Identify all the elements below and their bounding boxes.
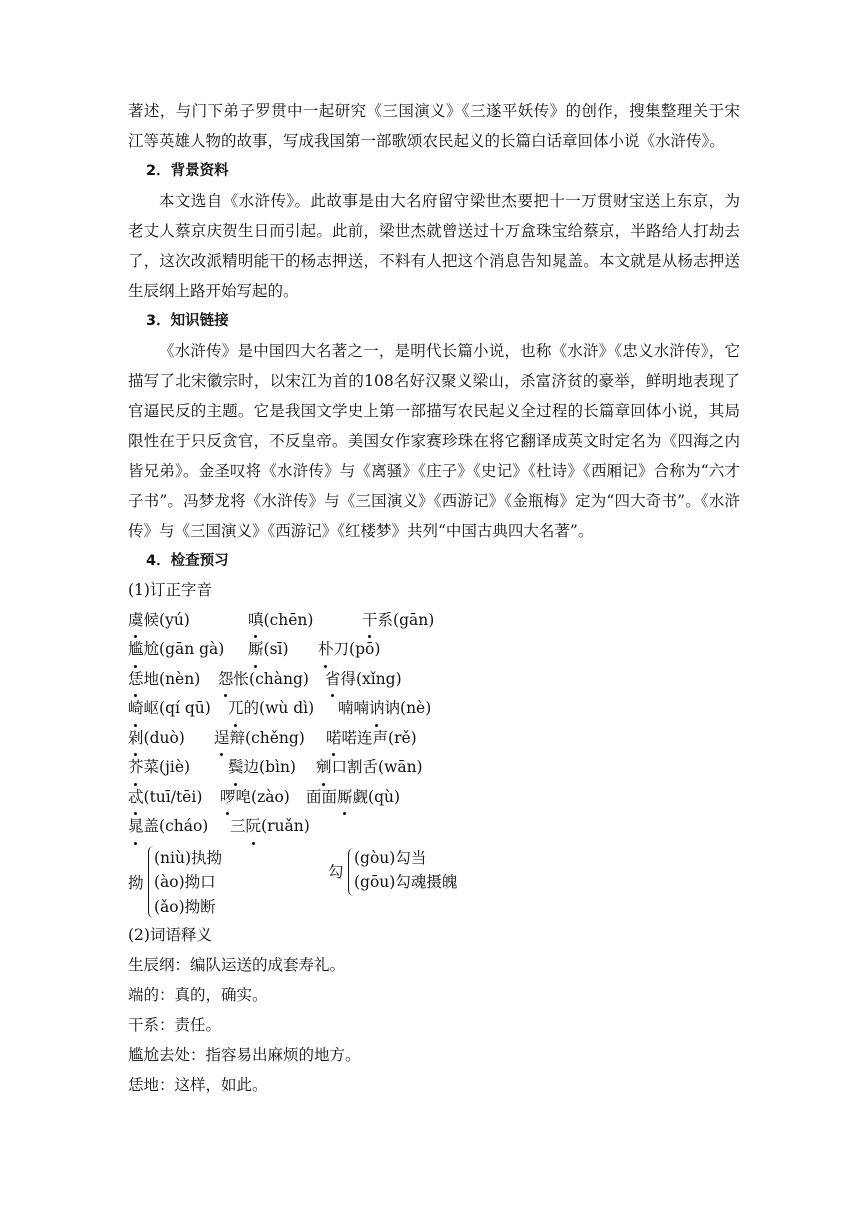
pronunciation-row bbox=[128, 665, 740, 695]
pronunciation-suffix: 喏连声(rě) bbox=[341, 728, 417, 747]
pronunciation-item bbox=[326, 724, 417, 754]
pronunciation-prefix: 三 bbox=[230, 817, 246, 835]
emphasis-dot-char: 厮 bbox=[337, 783, 353, 813]
emphasis-dot-char: 鬓 bbox=[228, 753, 244, 783]
emphasis-dot-char: 怨 bbox=[218, 665, 234, 695]
emphasis-dot-char: 厮 bbox=[248, 635, 264, 665]
emphasis-dot-char: 逞 bbox=[214, 724, 230, 754]
emphasis-dot-char: 芥 bbox=[128, 753, 144, 783]
pronunciation-item bbox=[128, 724, 198, 754]
pronunciation-suffix: (tuī/tēi) bbox=[143, 787, 203, 806]
emphasis-dot-char: 虞 bbox=[128, 606, 144, 636]
subheading-definitions: (2)词语释义 bbox=[128, 925, 212, 944]
emphasis-dot-char: 啰 bbox=[220, 783, 236, 813]
pronunciation-row bbox=[128, 724, 740, 754]
definition-item: 尴尬去处：指容易出麻烦的地方。 bbox=[128, 1045, 361, 1064]
emphasis-dot-char: 朴 bbox=[318, 635, 334, 665]
pronunciation-item bbox=[218, 665, 309, 695]
emphasis-dot-char: 忒 bbox=[128, 783, 144, 813]
pronunciation-row bbox=[128, 783, 740, 813]
pronunciation-item bbox=[128, 606, 232, 636]
pronunciation-prefix: 喃喃 bbox=[338, 699, 370, 717]
pronunciation-row bbox=[128, 753, 740, 783]
pronunciation-item bbox=[228, 694, 322, 724]
pronunciation-suffix: 岖(qí qū) bbox=[143, 699, 211, 717]
emphasis-dot-char: 兀 bbox=[228, 694, 244, 724]
polyphone-reading: (niù)执拗 bbox=[154, 848, 223, 867]
pronunciation-suffix: 刀(pō) bbox=[333, 640, 381, 658]
emphasis-dot-char: 剜 bbox=[316, 753, 332, 783]
pronunciation-suffix: 口割舌(wān) bbox=[331, 758, 423, 776]
pronunciation-item bbox=[220, 783, 290, 813]
emphasis-dot-char: 阮 bbox=[246, 812, 262, 842]
intro-line: 著述，与门下弟子罗贯中一起研究《三国演义》《三遂平妖传》的创作，搜集整理关于宋江等 bbox=[128, 102, 740, 150]
pronunciation-item bbox=[128, 635, 232, 665]
definition-item: 恁地：这样，如此。 bbox=[128, 1075, 268, 1094]
definition-item: 干系：责任。 bbox=[128, 1015, 222, 1034]
emphasis-dot-char: 崎 bbox=[128, 694, 144, 724]
emphasis-dot-char: 省 bbox=[325, 665, 341, 695]
pronunciation-item bbox=[128, 665, 202, 695]
pronunciation-row bbox=[128, 812, 740, 842]
emphasis-dot-char: 喏 bbox=[326, 724, 342, 754]
pronunciation-suffix: (chēn) bbox=[263, 610, 314, 629]
pronunciation-suffix: 盖(cháo) bbox=[143, 817, 209, 835]
section-heading-knowledge: 3．知识链接 bbox=[146, 313, 229, 329]
intro-line: 英雄人物的故事，写成我国第一部歌颂农民起义的长篇白话章回体小说《水浒传》。 bbox=[159, 132, 725, 150]
pronunciation-suffix: (duò) bbox=[143, 728, 185, 747]
polyphone-row bbox=[128, 846, 740, 920]
pronunciation-suffix: 觑(qù) bbox=[352, 787, 401, 806]
emphasis-dot-char: 晁 bbox=[128, 812, 144, 842]
polyphone-reading: (gòu)勾当 bbox=[354, 848, 427, 867]
pronunciation-suffix: 讷(nè) bbox=[384, 699, 432, 717]
pronunciation-suffix: 菜(jiè) bbox=[143, 758, 191, 776]
section-heading-background: 2．背景资料 bbox=[146, 163, 229, 179]
pronunciation-suffix: 尬(gān gà) bbox=[143, 640, 225, 658]
polyphone-reading: (gōu)勾魂摄魄 bbox=[354, 873, 458, 891]
pronunciation-item bbox=[230, 812, 310, 842]
polyphone-reading: (ǎo)拗断 bbox=[154, 897, 216, 916]
pronunciation-item bbox=[306, 783, 400, 813]
pronunciation-row bbox=[128, 694, 740, 724]
pronunciation-item bbox=[316, 753, 423, 783]
definitions-section bbox=[128, 920, 740, 1100]
pronunciation-suffix: 地(nèn) bbox=[143, 669, 201, 688]
pronunciation-suffix: (ruǎn) bbox=[261, 817, 310, 835]
emphasis-dot-char: 讷 bbox=[369, 694, 385, 724]
pronunciation-item bbox=[228, 753, 300, 783]
pronunciation-item bbox=[248, 635, 302, 665]
pronunciation-suffix: 怅(chàng) bbox=[233, 669, 309, 688]
subheading-pronunciation: (1)订正字音 bbox=[128, 581, 212, 599]
pronunciation-row bbox=[128, 635, 740, 665]
pronunciation-prefix: 面面 bbox=[306, 787, 338, 806]
background-paragraph: 本文选自《水浒传》。此故事是由大名府留守梁世杰要把十一万贯财宝送上东京，为老丈人蔡京庆贺生日而引起。此前，梁世杰就曾送过十万盒珠宝给蔡京，半路给人打劫去了，这次改派精明能干的杨志押送，不料有人把这个消息告知晁盖。本文就是从杨志押送生辰纲上路开始写起的。 bbox=[128, 192, 740, 300]
emphasis-dot-char: 干 bbox=[362, 606, 378, 636]
pronunciation-suffix: 辩(chěng) bbox=[229, 728, 305, 747]
pronunciation-suffix: 系(gān) bbox=[377, 610, 435, 629]
pronunciation-item bbox=[214, 724, 310, 754]
pronunciation-item bbox=[325, 665, 402, 695]
pronunciation-row bbox=[128, 606, 740, 636]
pronunciation-suffix: (sī) bbox=[263, 640, 289, 658]
pronunciation-suffix: 候(yú) bbox=[143, 610, 190, 629]
polyphone-char: 勾 bbox=[328, 862, 344, 881]
emphasis-dot-char: 剁 bbox=[128, 724, 144, 754]
pronunciation-item bbox=[248, 606, 346, 636]
pronunciation-suffix: 的(wù dì) bbox=[243, 699, 315, 717]
pronunciation-item bbox=[338, 694, 431, 724]
pronunciation-list bbox=[128, 606, 740, 842]
pronunciation-suffix: 得(xǐng) bbox=[340, 669, 402, 688]
intro-paragraph bbox=[128, 96, 740, 156]
emphasis-dot-char: 嗔 bbox=[248, 606, 264, 636]
pronunciation-item bbox=[318, 635, 380, 665]
pronunciation-item bbox=[128, 753, 212, 783]
emphasis-dot-char: 尴 bbox=[128, 635, 144, 665]
definition-item: 生辰纲：编队运送的成套寿礼。 bbox=[128, 955, 346, 974]
pronunciation-item bbox=[128, 783, 204, 813]
pronunciation-suffix: 边(bìn) bbox=[243, 758, 296, 776]
pronunciation-item bbox=[128, 812, 214, 842]
pronunciation-item bbox=[362, 606, 434, 636]
polyphone-char: 拗 bbox=[128, 873, 144, 892]
polyphone-reading: (ào)拗口 bbox=[154, 873, 216, 891]
emphasis-dot-char: 恁 bbox=[128, 665, 144, 695]
section-heading-preview: 4．检查预习 bbox=[146, 553, 229, 569]
knowledge-paragraph: 《水浒传》是中国四大名著之一，是明代长篇小说，也称《水浒》《忠义水浒传》，它描写了北宋徽宗时，以宋江为首的108名好汉聚义梁山，杀富济贫的豪举，鲜明地表现了官逼民反的主题。它是我国文学史上第一部描写农民起义全过程的长篇章回体小说，其局限性在于只反贪官，不反皇帝。美国女作家赛珍珠在将它翻译成英文时定名为《四海之内皆兄弟》。金圣叹将《水浒传》与《离骚》《庄子》《史记》《杜诗》《西厢记》合称为“六才子书”。冯梦龙将《水浒传》与《三国演义》《西游记》《金瓶梅》定为“四大奇书”。《水浒传》与《三国演义》《西游记》《红楼梦》共列“中国古典四大名著”。 bbox=[128, 342, 740, 540]
document-page bbox=[128, 96, 740, 1100]
pronunciation-suffix: 唣(zào) bbox=[235, 787, 290, 806]
pronunciation-item bbox=[128, 694, 212, 724]
definition-item: 端的：真的，确实。 bbox=[128, 985, 268, 1004]
